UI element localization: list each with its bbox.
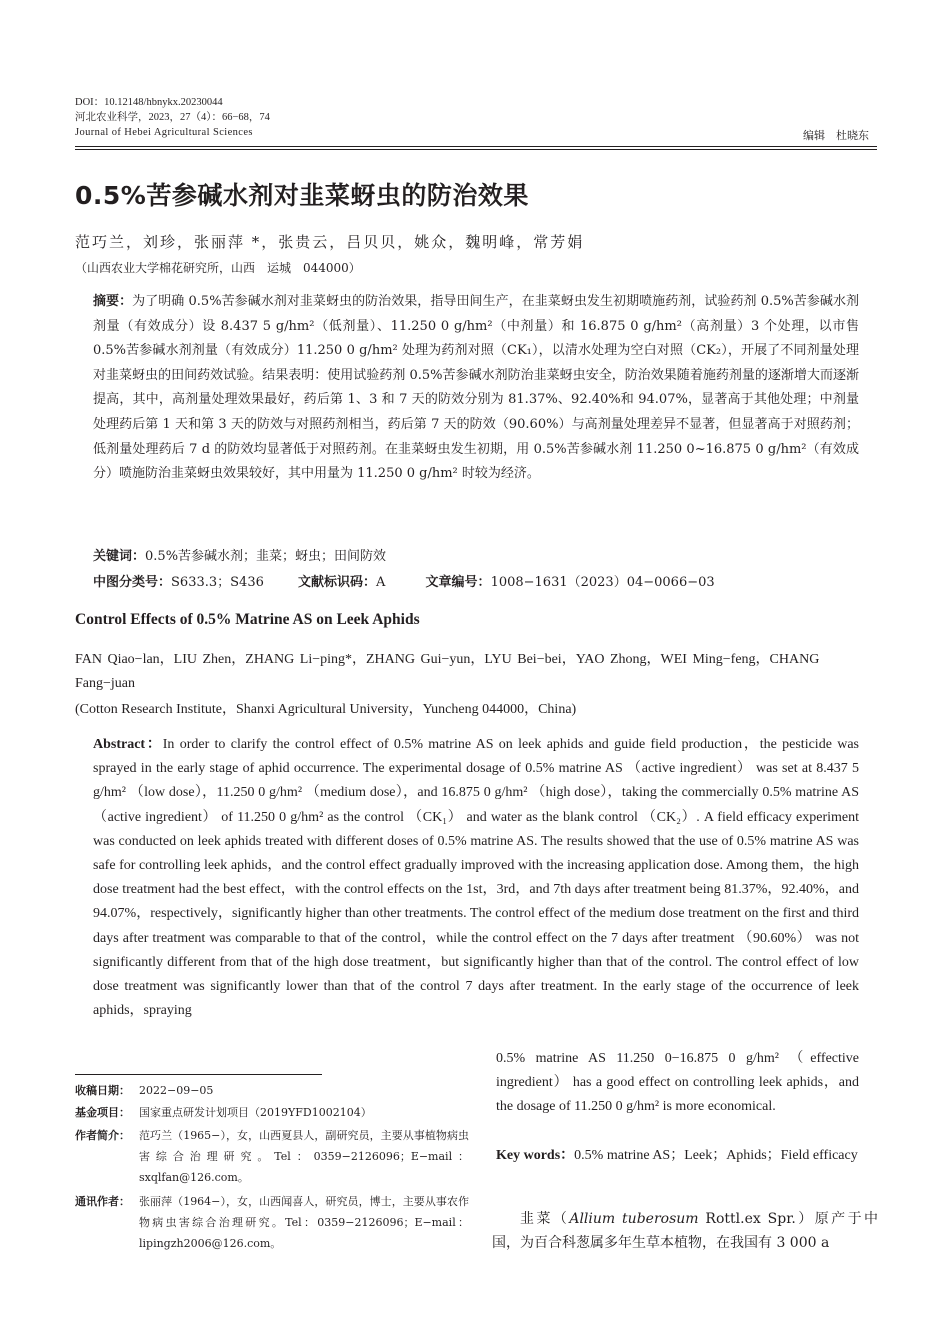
editor: 编辑 杜晓东 — [803, 129, 869, 142]
authors: 范巧兰，刘珍，张丽萍 *，张贵云，吕贝贝，姚众，魏明峰，常芳娟 — [75, 233, 585, 251]
keywords-cn-label: 关键词： — [93, 549, 146, 564]
author-bio-text: 范巧兰（1965−），女，山西夏县人，副研究员，主要从事植物病虫害综合治理研究。Tel：0359−2126096；E−mail：sxqlfan@126.com。 — [139, 1129, 469, 1184]
journal-citation: 河北农业科学，2023，27（4）：66−68，74 — [75, 112, 270, 123]
abstract-en-label: Abstract： — [93, 737, 163, 752]
paper-title: 0.5%苦参碱水剂对韭菜蚜虫的防治效果 — [75, 181, 529, 210]
header-rule — [75, 146, 877, 147]
abstract-en — [93, 733, 859, 1023]
intro-prefix: 韭菜（ — [520, 1211, 570, 1227]
corresponding-label: 通讯作者： — [75, 1195, 130, 1208]
keywords-en-label: Key words： — [496, 1148, 575, 1163]
article-number-label: 文章编号： — [425, 575, 491, 590]
intro-paragraph — [492, 1207, 878, 1255]
corresponding-text: 张丽萍（1964−），女，山西闻喜人，研究员，博士，主要从事农作物病虫害综合治理研究。Tel：0359−2126096；E−mail：lipingzh2006@126.com。 — [139, 1195, 469, 1250]
footnote-received — [75, 1080, 470, 1102]
affiliation: （山西农业大学棉花研究所，山西 运城 044000） — [75, 261, 361, 275]
abstract-cn-label: 摘要： — [93, 294, 133, 309]
en-title: Control Effects of 0.5% Matrine AS on Leek Aphids — [75, 611, 420, 628]
funding-label: 基金项目： — [75, 1106, 130, 1119]
doi: DOI：10.12148/hbnykx.20230044 — [75, 97, 223, 108]
intro-latin-name: Allium tuberosum — [569, 1211, 699, 1227]
abstract-en-text: In order to clarify the control effect of 0.5% matrine AS on leek aphids and guide field production，the pesticide was sprayed in the early stage of aphid occurrence. The experimental dosage of 0.5% matrine AS （active ingredient） was set at 8.437 5 g/hm² （low dose），11.250 0 g/hm² （medium dose），and 16.875 0 g/hm² （high dose），taking the commercially 0.5% matrine AS （active ingredient） of 11.250 0 g/hm² as the control （CK₁） and water as the blank control （CK₂）. A field efficacy experiment was conducted on leek aphids treated with different doses of 0.5% matrine AS. The results showed that the use of 0.5% matrine AS was safe for controlling leek aphids，and the control effect gradually improved with the increasing application dose. Among them，the high dose treatment had the best effect，with the control effects on the 1st，3rd，and 7th days after treatment being 81.37%，92.40%，and 94.07%，respectively，significantly higher than other treatments. The control effect of the medium dose treatment on the first and third days after treatment was comparable to that of the control，while the control effect on the 7 days after treatment （90.60%） was not significantly different from that of the high dose treatment，but significantly higher than that of the control. The control effect of low dose treatment was significantly lower than that of the control 7 days after treatment. In the early stage of the occurrence of leek aphids，spraying — [93, 737, 859, 1019]
article-number-value: 1008−1631（2023）04−0066−03 — [490, 575, 715, 590]
clc-label: 中图分类号： — [93, 575, 172, 590]
footnote-author-bio — [75, 1125, 470, 1191]
keywords-cn-text: 0.5%苦参碱水剂；韭菜；蚜虫；田间防效 — [145, 549, 387, 564]
received-date: 2022−09−05 — [139, 1084, 214, 1097]
en-authors: FAN Qiao−lan，LIU Zhen，ZHANG Li−ping*，ZHANG Gui−yun，LYU Bei−bei，YAO Zhong，WEI Ming−feng，CHANG Fang−juan — [75, 652, 820, 691]
author-bio-label: 作者简介： — [75, 1129, 130, 1142]
footnote-rule — [75, 1074, 322, 1075]
intro-suffix: Rottl.ex Spr.）原产于中国，为百合科葱属多年生草本植物，在我国有 3 000 a — [492, 1211, 879, 1251]
received-label: 收稿日期： — [75, 1084, 130, 1097]
header-rule-thin — [75, 149, 877, 150]
keywords-en — [496, 1144, 859, 1168]
clc-value: S633.3；S436 — [171, 575, 264, 590]
abstract-cn — [93, 290, 859, 487]
abstract-cn-text: 为了明确 0.5%苦参碱水剂对韭菜蚜虫的防治效果，指导田间生产，在韭菜蚜虫发生初期喷施药剂，试验药剂 0.5%苦参碱水剂剂量（有效成分）设 8.437 5 g/hm²（低剂量）、11.250 0 g/hm²（中剂量）和 16.875 0 g/hm²（高剂量）3 个处理，以市售 0.5%苦参碱水剂剂量（有效成分）11.250 0 g/hm² 处理为药剂对照（CK₁），以清水处理为空白对照（CK₂），开展了不同剂量处理对韭菜蚜虫的田间药效试验。结果表明：使用试验药剂 0.5%苦参碱水剂防治韭菜蚜虫安全，防治效果随着施药剂量的逐渐增大而逐渐提高，其中，高剂量处理效果最好，药后第 1、3 和 7 天的防效分别为 81.37%、92.40%和 94.07%，显著高于其他处理；中剂量处理药后第 1 天和第 3 天的防效与对照药剂相当，药后第 7 天的防效（90.60%）与高剂量处理差异不显著，但显著高于对照药剂；低剂量处理药后 7 d 的防效均显著低于对照药剂。在韭菜蚜虫发生初期，用 0.5%苦参碱水剂 11.250 0~16.875 0 g/hm²（有效成分）喷施防治韭菜蚜虫效果较好，其中用量为 11.250 0 g/hm² 时较为经济。 — [93, 294, 859, 482]
footnote-funding — [75, 1102, 470, 1124]
abstract-en-continued: 0.5% matrine AS 11.250 0−16.875 0 g/hm² （effective ingredient） has a good effect on controlling leek aphids，and the dosage of 11.250 0 g/hm² is more economical. — [496, 1051, 859, 1115]
doc-code-label: 文献标识码： — [298, 575, 377, 590]
doc-code-value: A — [376, 575, 386, 590]
keywords-en-text: 0.5% matrine AS；Leek；Aphids；Field efficacy — [574, 1148, 858, 1163]
funding-text: 国家重点研发计划项目（2019YFD1002104） — [139, 1106, 372, 1119]
en-affiliation: (Cotton Research Institute，Shanxi Agricultural University，Yuncheng 044000，China) — [75, 702, 577, 717]
journal-name-en: Journal of Hebei Agricultural Sciences — [75, 127, 253, 138]
footnote-corresponding — [75, 1191, 470, 1257]
keywords-cn — [93, 545, 386, 564]
classification-row — [93, 571, 859, 590]
